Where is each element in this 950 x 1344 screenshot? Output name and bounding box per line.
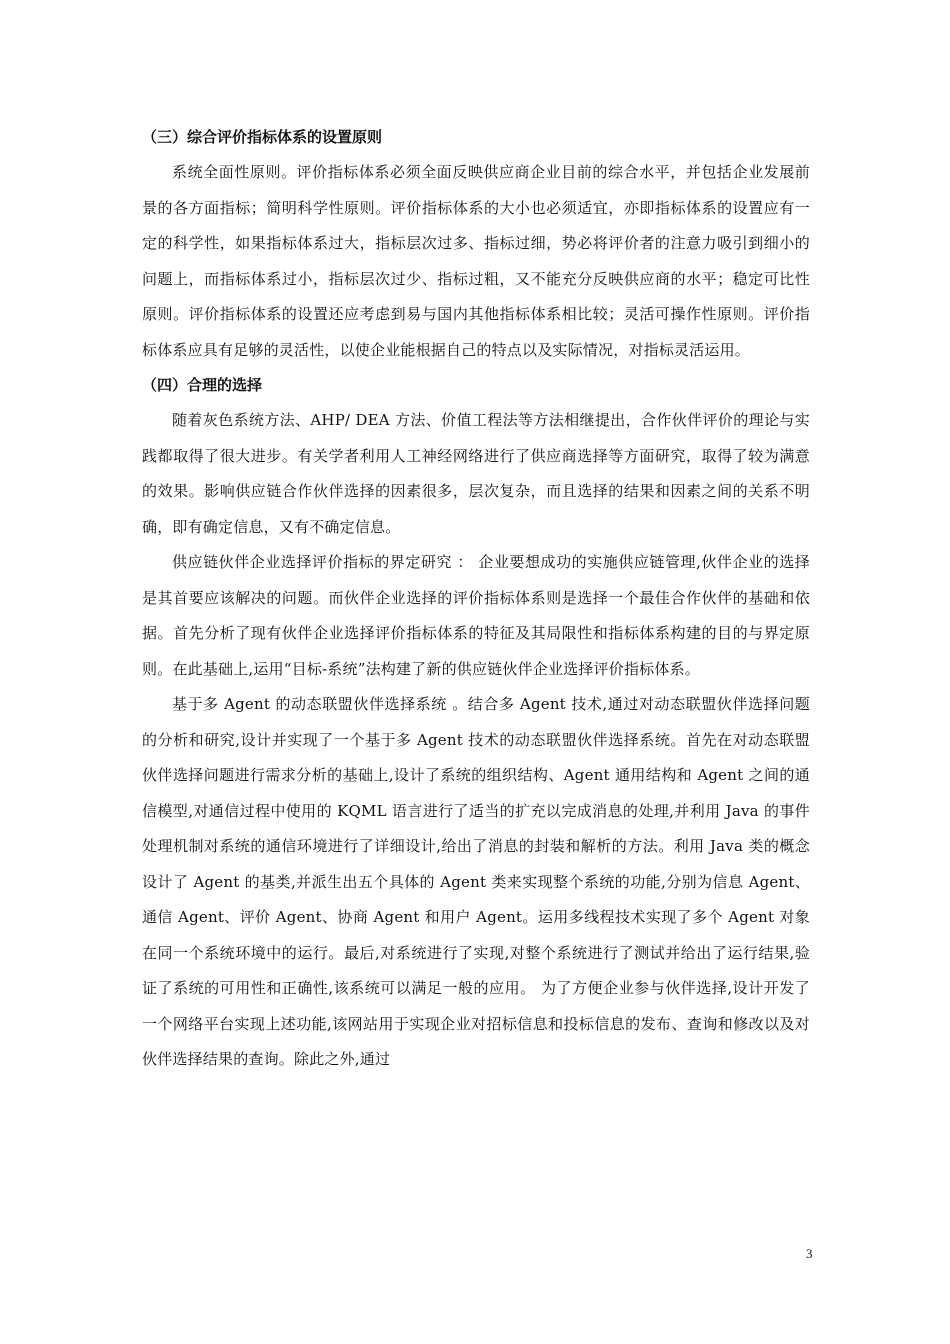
section-heading-4: （四）合理的选择	[142, 376, 263, 394]
paragraph-multi-agent-system: 基于多 Agent 的动态联盟伙伴选择系统 。结合多 Agent 技术,通过对动态联盟伙伴选择问题的分析和研究,设计并实现了一个基于多 Agent 技术的动态联盟伙伴选择系统。首先在对动态联盟伙伴选择问题进行需求分析的基础上,设计了系统的组织结构、Agent 通用结构和 Agent 之间的通信模型,对通信过程中使用的 KQML 语言进行了适当的扩充以完成消息的处理,并利用 Java 的事件处理机制对系统的通信环境进行了详细设计,给出了消息的封装和解析的方法。利用 Java 类的概念设计了 Agent 的基类,并派生出五个具体的 Agent 类来实现整个系统的功能,分别为信息 Agent、通信 Agent、评价 Agent、协商 Agent 和用户 Agent。运用多线程技术实现了多个 Agent 对象在同一个系统环境中的运行。最后,对系统进行了实现,对整个系统进行了测试并给出了运行结果,验证了系统的可用性和正确性,该系统可以满足一般的应用。 为了方便企业参与伙伴选择,设计开发了一个网络平台实现上述功能,该网站用于实现企业对招标信息和投标信息的发布、查询和修改以及对伙伴选择结果的查询。除此之外,通过	[142, 695, 810, 1068]
paragraph-principles: 系统全面性原则。评价指标体系必须全面反映供应商企业目前的综合水平，并包括企业发展前景的各方面指标；简明科学性原则。评价指标体系的大小也必须适宜，亦即指标体系的设置应有一定的科学性，如果指标体系过大，指标层次过多、指标过细，势必将评价者的注意力吸引到细小的问题上，而指标体系过小，指标层次过少、指标过粗，又不能充分反映供应商的水平；稳定可比性原则。评价指标体系的设置还应考虑到易与国内其他指标体系相比较；灵活可操作性原则。评价指标体系应具有足够的灵活性，以使企业能根据自己的特点以及实际情况，对指标灵活运用。	[142, 163, 810, 359]
paragraph-partner-indicators: 供应链伙伴企业选择评价指标的界定研究 ： 企业要想成功的实施供应链管理,伙伴企业的选择是其首要应该解决的问题。而伙伴企业选择的评价指标体系则是选择一个最佳合作伙伴的基础和依据。首先分析了现有伙伴企业选择评价指标体系的特征及其局限性和指标体系构建的目的与界定原则。在此基础上,运用“目标-系统”法构建了新的供应链伙伴企业选择评价指标体系。	[142, 553, 810, 678]
page-content	[142, 120, 810, 1078]
section-heading-3: （三）综合评价指标体系的设置原则	[142, 128, 383, 146]
page-number: 3	[806, 1246, 813, 1261]
paragraph-selection-methods: 随着灰色系统方法、AHP/ DEA 方法、价值工程法等方法相继提出，合作伙伴评价的理论与实践都取得了很大进步。有关学者利用人工神经网络进行了供应商选择等方面研究，取得了较为满意的效果。影响供应链合作伙伴选择的因素很多，层次复杂，而且选择的结果和因素之间的关系不明确，即有确定信息，又有不确定信息。	[142, 411, 810, 536]
